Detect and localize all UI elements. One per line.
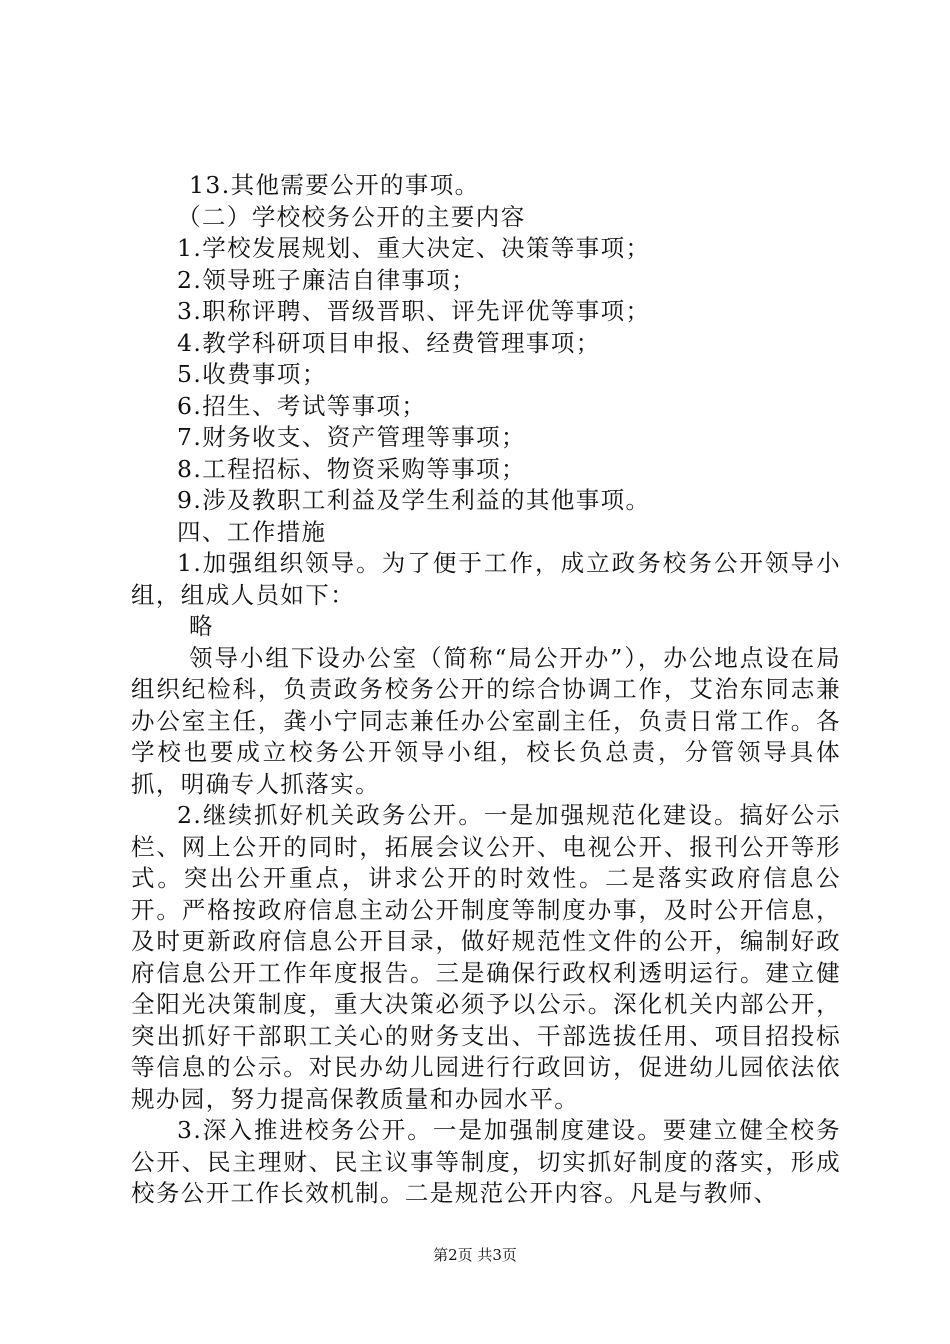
school-item: 2.领导班子廉洁自律事项；: [177, 265, 477, 294]
document-body: [131, 170, 841, 1210]
school-item: 1.学校发展规划、重大决定、决策等事项；: [177, 234, 651, 262]
item-13-line: 13.其他需要公开的事项。: [189, 171, 480, 199]
page-footer: 第2页 共3页: [433, 1246, 517, 1264]
school-item: 8.工程招标、物资采购等事项；: [177, 454, 526, 483]
section-4-heading: 四、工作措施: [177, 517, 327, 546]
school-item: 4.教学科研项目申报、经费管理事项；: [177, 328, 601, 357]
section-2-heading: （二）学校校务公开的主要内容: [177, 202, 526, 231]
office-paragraph: 领导小组下设办公室（简称“局公开办”），办公地点设在局组织纪检科，负责政务校务公开的综合协调工作，艾治东同志兼办公室主任，龚小宁同志兼任办公室副主任，负责日常工作。各学校也要成立校务公开领导小组，校长负总责，分管领导具体抓，明确专人抓落实。: [131, 643, 841, 798]
measure-3-paragraph: 3.深入推进校务公开。一是加强制度建设。要建立健全校务公开、民主理财、民主议事等制度，切实抓好制度的落实，形成校务公开工作长效机制。二是规范公开内容。凡是与教师、: [131, 1116, 841, 1207]
school-item: 3.职称评聘、晋级晋职、评先评优等事项；: [177, 297, 651, 325]
measure-2-paragraph: 2.继续抓好机关政务公开。一是加强规范化建设。搞好公示栏、网上公开的同时，拓展会议公开、电视公开、报刊公开等形式。突出公开重点，讲求公开的时效性。二是落实政府信息公开。严格按政府信息主动公开制度等制度办事，及时公开信息，及时更新政府信息公开目录，做好规范性文件的公开，编制好政府信息公开工作年度报告。三是确保行政权利透明运行。建立健全阳光决策制度，重大决策必须予以公示。深化机关内部公开，突出抓好干部职工关心的财务支出、干部选拔任用、项目招投标等信息的公示。对民办幼儿园进行行政回访，促进幼儿园依法依规办园，努力提高保教质量和办园水平。: [131, 801, 841, 1113]
school-item: 9.涉及教职工利益及学生利益的其他事项。: [177, 486, 651, 514]
omitted-note: 略: [189, 612, 214, 640]
school-item: 5.收费事项；: [177, 360, 327, 388]
school-item: 6.招生、考试等事项；: [177, 391, 427, 420]
measure-1-paragraph: 1.加强组织领导。为了便于工作，成立政务校务公开领导小组，组成人员如下：: [131, 549, 841, 609]
school-item: 7.财务收支、资产管理等事项；: [177, 423, 526, 451]
